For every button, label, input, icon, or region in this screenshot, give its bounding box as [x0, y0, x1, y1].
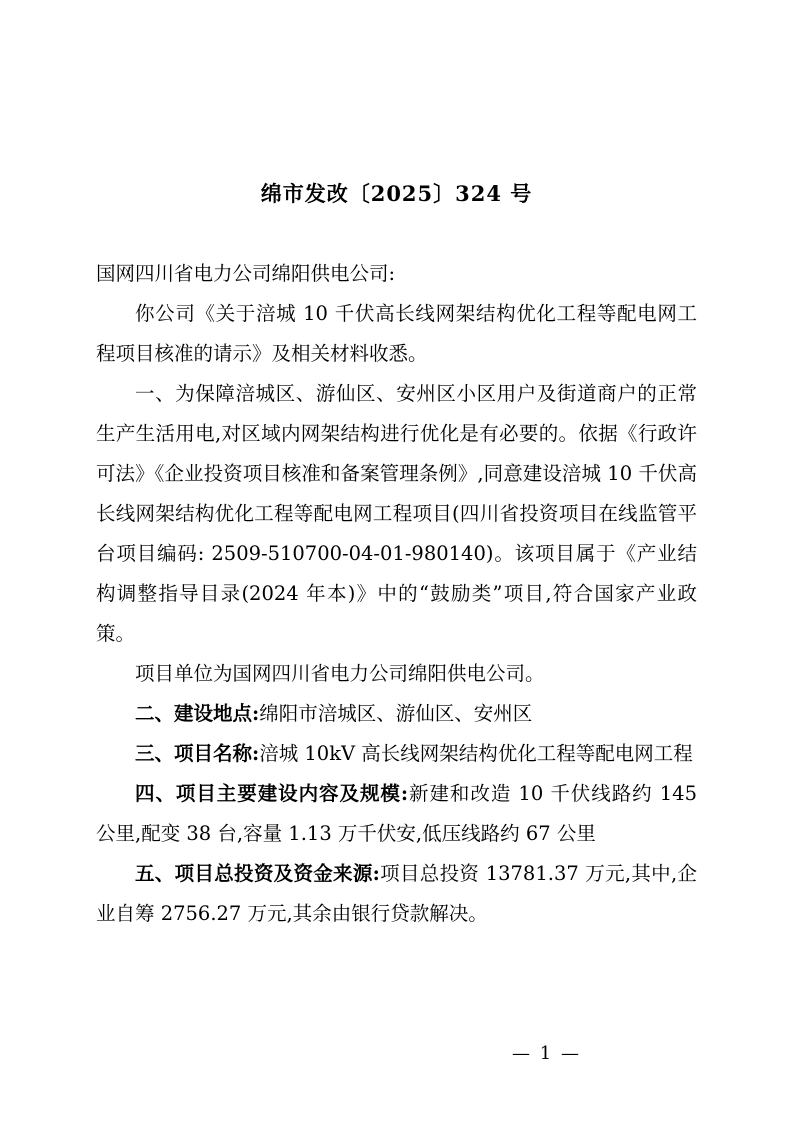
- item-four-text: 新建和改造 10 千伏线路约 145 公里,配变 38 台,容量 1.13 万千伏安,低压线路约 67 公里: [96, 782, 697, 845]
- document-body: [96, 254, 697, 934]
- item-two-lead: 二、建设地点:: [135, 702, 260, 725]
- paragraph-project-unit: 项目单位为国网四川省电力公司绵阳供电公司。: [135, 662, 545, 685]
- document-number: 绵市发改〔2025〕324 号: [260, 181, 533, 206]
- item-three-lead: 三、项目名称:: [135, 742, 260, 765]
- paragraph-item-three: [96, 734, 697, 774]
- recipient-line: 国网四川省电力公司绵阳供电公司:: [96, 262, 396, 285]
- paragraph-item-five: [96, 854, 697, 934]
- item-five-text: 项目总投资 13781.37 万元,其中,企业自筹 2756.27 万元,其余由银行贷款解决。: [96, 862, 697, 925]
- item-five-lead: 五、项目总投资及资金来源:: [135, 862, 380, 885]
- item-three-text: 涪城 10kV 高长线网架结构优化工程等配电网工程: [259, 742, 693, 765]
- paragraph-item-four: [96, 774, 697, 854]
- paragraph-item-one: 一、为保障涪城区、游仙区、安州区小区用户及街道商户的正常生产生活用电,对区域内网架结构进行优化是有必要的。依据《行政许可法》《企业投资项目核准和备案管理条例》,同意建设涪城 10 千伏高长线网架结构优化工程等配电网工程项目(四川省投资项目在线监管平台项目编码: 2509-510700-04-01-980140)。该项目属于《产业结构调整指导目录(2024 年本)》中的“鼓励类”项目,符合国家产业政策。: [96, 382, 697, 645]
- page-number: — 1 —: [512, 1043, 581, 1064]
- item-two-text: 绵阳市涪城区、游仙区、安州区: [259, 702, 533, 725]
- item-four-lead: 四、项目主要建设内容及规模:: [135, 782, 409, 805]
- paragraph-receipt-ack: 你公司《关于涪城 10 千伏高长线网架结构优化工程等配电网工程项目核准的请示》及相关材料收悉。: [96, 302, 697, 365]
- paragraph-item-two: [96, 694, 697, 734]
